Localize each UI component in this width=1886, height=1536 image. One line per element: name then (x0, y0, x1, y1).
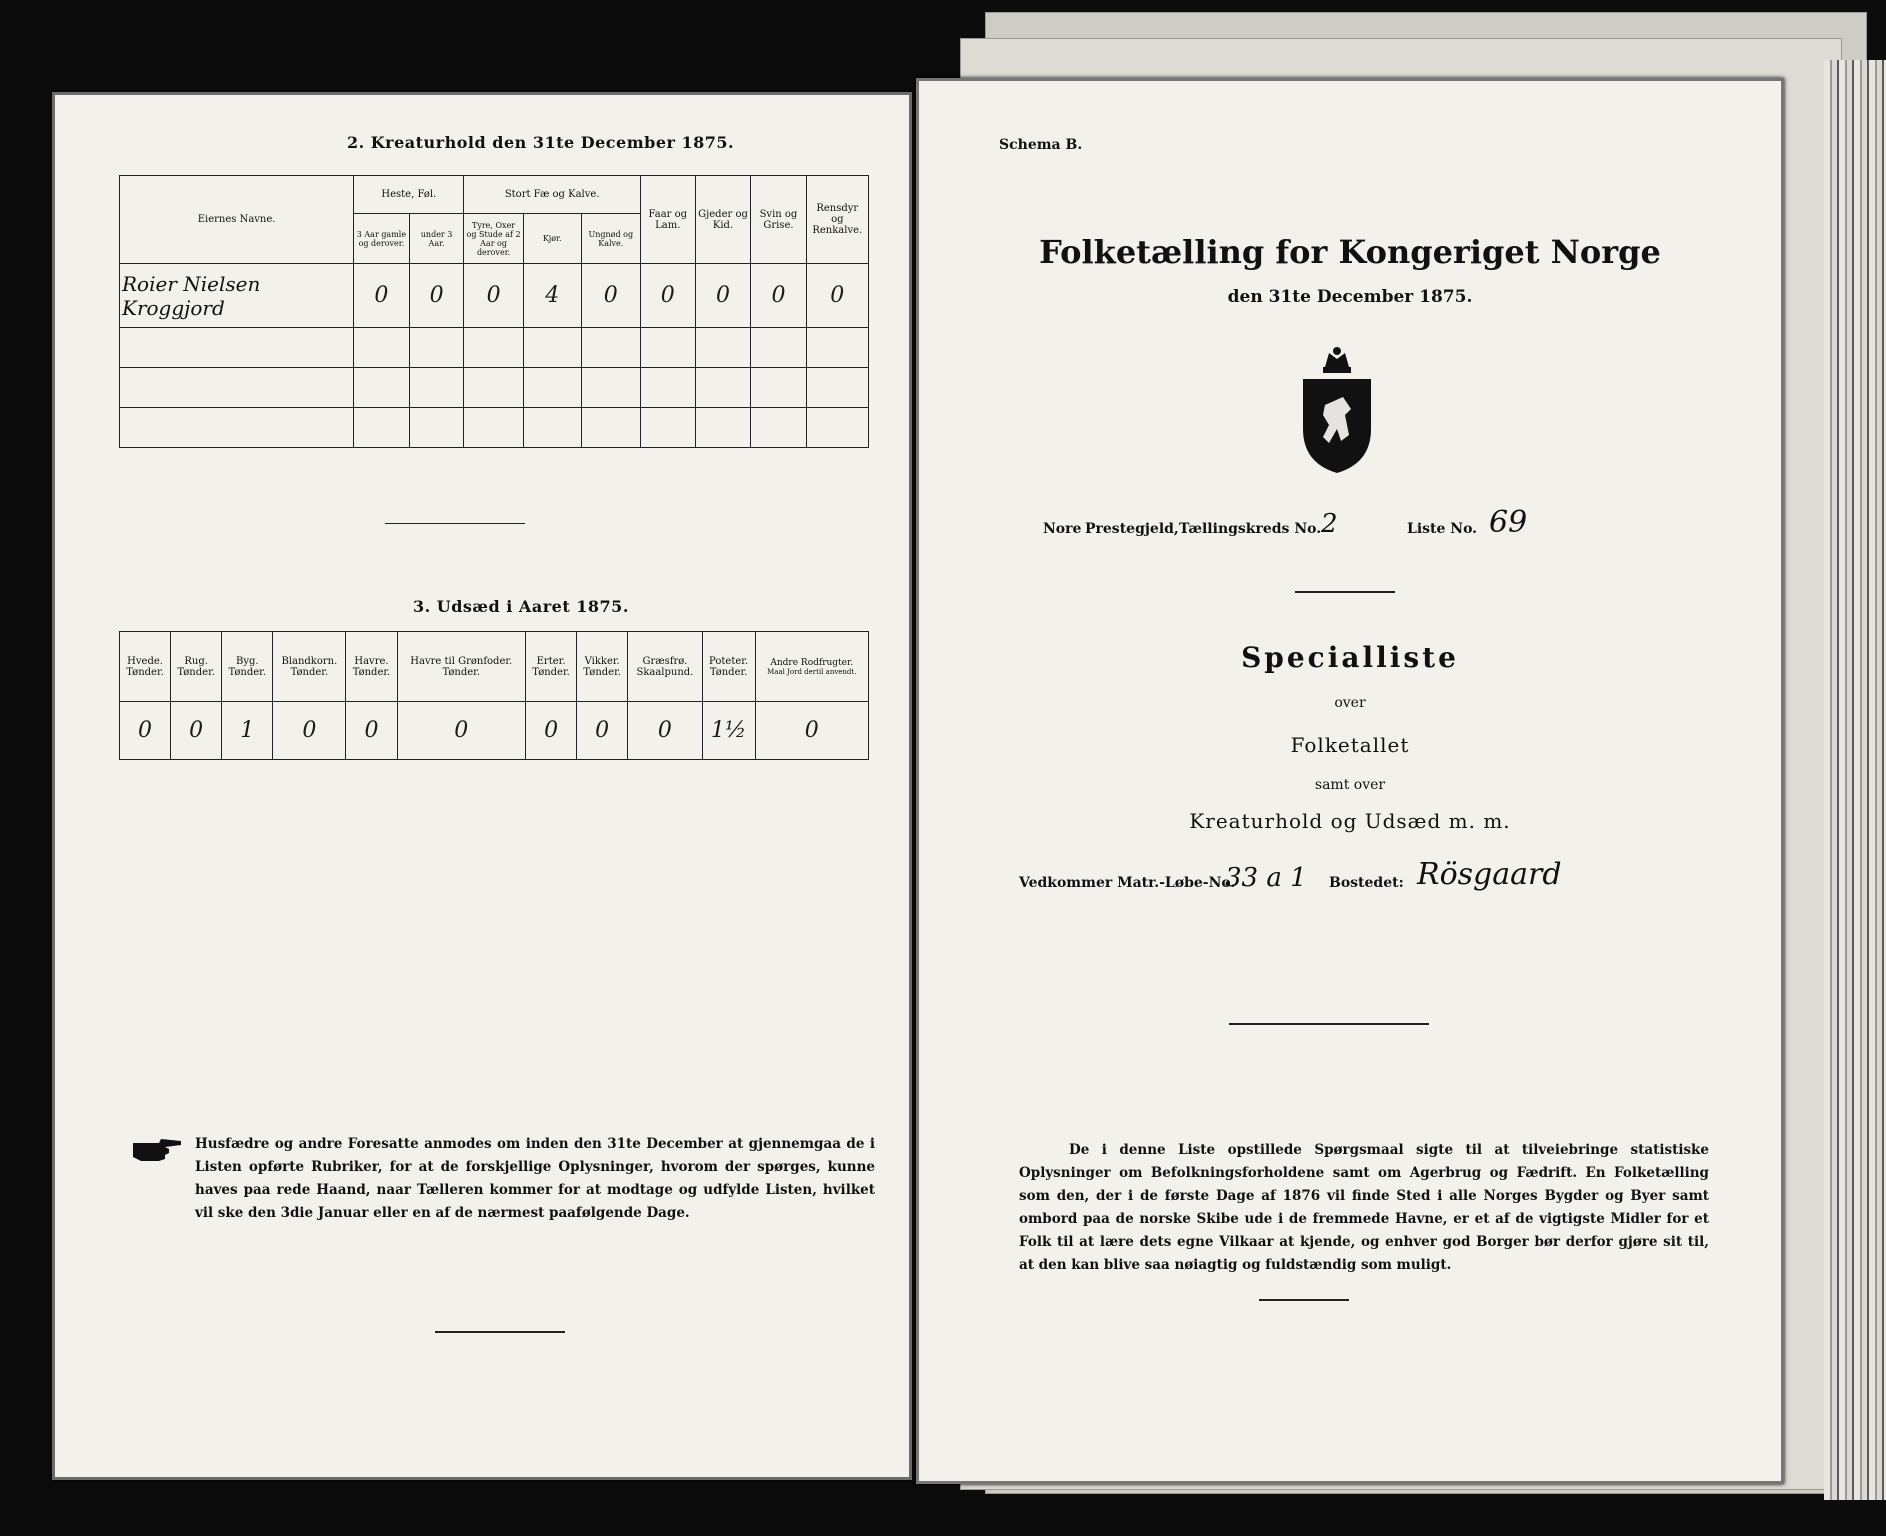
liste-value: 69 (1489, 505, 1528, 540)
pointing-hand-icon (131, 1135, 183, 1165)
samt-over-text: samt over (1314, 777, 1386, 793)
seed-cell: 0 (171, 702, 222, 760)
seed-cell: 0 (755, 702, 868, 760)
livestock-cell: 0 (640, 264, 695, 328)
folketallet-text: Folketallet (1290, 733, 1410, 757)
livestock-table (119, 175, 869, 448)
seed-cell: 0 (526, 702, 577, 760)
instruction-note: Husfædre og andre Foresatte anmodes om inden den 31te December at gjennemgaa de i Listen opførte Rubriker, for at de forskjellige Oplysninger, hvorom der spørges, kunne haves paa rede Haand, naar Tælleren kommer for at modtage og udfylde Listen, hvilket vil ske den 3die Januar eller en af de nærmest paafølgende Dage. (195, 1136, 875, 1221)
seed-cell: 0 (273, 702, 346, 760)
bulls-header: Tyre, Oxer og Stude af 2 Aar og derover. (464, 214, 523, 264)
livestock-cell: 0 (409, 264, 464, 328)
over-text: over (1334, 695, 1366, 711)
section3-title: 3. Udsæd i Aaret 1875. (413, 597, 629, 616)
livestock-cell: 0 (695, 264, 751, 328)
livestock-cell: 0 (806, 264, 868, 328)
specialliste-title: Specialliste (1241, 641, 1459, 674)
empty-row (120, 368, 869, 408)
seed-header: Havre til Grønfoder. Tønder. (397, 632, 525, 702)
horses-header: Heste, Føl. (354, 176, 464, 214)
seed-cell: 0 (397, 702, 525, 760)
footer-text: De i denne Liste opstillede Spørgsmaal sigte til at tilveiebringe statistiske Oplysninger om Befolkningsforholdene samt om Agerbrug og Fædrift. En Folketælling som den, der i de første Dage af 1876 vil finde Sted i alle Norges Bygder og Byer samt ombord paa de norske Skibe ude i de fremmede Havne, er et af de vigtigste Midler for et Folk til at lære dets egne Vilkaar at kjende, og enhver god Borger bør derfor gjøre sit til, at den kan blive saa nøiagtig og fuldstændig som muligt. (1019, 1142, 1709, 1273)
bosted-label: Bostedet: (1329, 875, 1404, 891)
seed-header: Hvede. Tønder. (120, 632, 171, 702)
main-title: Folketælling for Kongeriget Norge (1039, 233, 1661, 271)
matr-value: 33 a 1 (1225, 863, 1307, 893)
subtitle-date: den 31te December 1875. (1227, 287, 1473, 307)
coat-of-arms-icon (1295, 345, 1379, 475)
seed-header: Blandkorn. Tønder. (273, 632, 346, 702)
divider (1229, 1023, 1429, 1025)
seed-cell: 0 (120, 702, 171, 760)
divider (435, 1331, 565, 1333)
sheep-header: Faar og Lam. (640, 176, 695, 264)
seed-cell: 1½ (702, 702, 755, 760)
pigs-header: Svin og Grise. (751, 176, 806, 264)
seed-cell: 1 (222, 702, 273, 760)
kreds-label: Tællingskreds No. (1179, 521, 1322, 537)
reindeer-header: Rensdyr og Renkalve. (806, 176, 868, 264)
seed-header: Andre Rodfrugter. Maal Jord dertil anvendt. (755, 632, 868, 702)
livestock-cell: 0 (581, 264, 640, 328)
seed-header: Poteter. Tønder. (702, 632, 755, 702)
divider (1259, 1299, 1349, 1301)
kreds-value: 2 (1321, 509, 1338, 539)
divider (385, 523, 525, 524)
empty-row (120, 408, 869, 448)
prestegjeld-value: Nore (1043, 521, 1082, 537)
seed-cell: 0 (628, 702, 702, 760)
seed-header: Byg. Tønder. (222, 632, 273, 702)
livestock-cell: 0 (464, 264, 523, 328)
seed-header: Vikker. Tønder. (577, 632, 628, 702)
empty-row (120, 328, 869, 368)
kreaturhold-text: Kreaturhold og Udsæd m. m. (1189, 809, 1511, 833)
prestegjeld-label: Prestegjeld, (1085, 521, 1179, 537)
seed-header: Græsfrø. Skaalpund. (628, 632, 702, 702)
horses-old-header: 3 Aar gamle og derover. (354, 214, 410, 264)
seed-header: Rug. Tønder. (171, 632, 222, 702)
bosted-value: Rösgaard (1417, 857, 1562, 892)
seed-header: Erter. Tønder. (526, 632, 577, 702)
liste-label: Liste No. (1407, 521, 1478, 537)
page-edges (1824, 60, 1886, 1500)
divider (1295, 591, 1395, 593)
seed-header: Havre. Tønder. (346, 632, 397, 702)
seed-cell: 0 (577, 702, 628, 760)
seed-cell: 0 (346, 702, 397, 760)
section2-title: 2. Kreaturhold den 31te December 1875. (347, 133, 735, 152)
livestock-cell: 0 (751, 264, 806, 328)
livestock-cell: 0 (354, 264, 410, 328)
owner-name-cell: Roier Nielsen Kroggjord (120, 264, 354, 328)
schema-label: Schema B. (999, 137, 1083, 153)
right-page (916, 78, 1784, 1484)
calves-header: Ungnød og Kalve. (581, 214, 640, 264)
left-page (52, 92, 912, 1480)
cattle-header: Stort Fæ og Kalve. (464, 176, 640, 214)
matr-label: Vedkommer Matr.-Løbe-No. (1019, 875, 1236, 891)
owner-header: Eiernes Navne. (120, 176, 354, 264)
cows-header: Kjør. (523, 214, 581, 264)
horses-young-header: under 3 Aar. (409, 214, 464, 264)
livestock-cell: 4 (523, 264, 581, 328)
seed-table (119, 631, 869, 760)
goats-header: Gjeder og Kid. (695, 176, 751, 264)
